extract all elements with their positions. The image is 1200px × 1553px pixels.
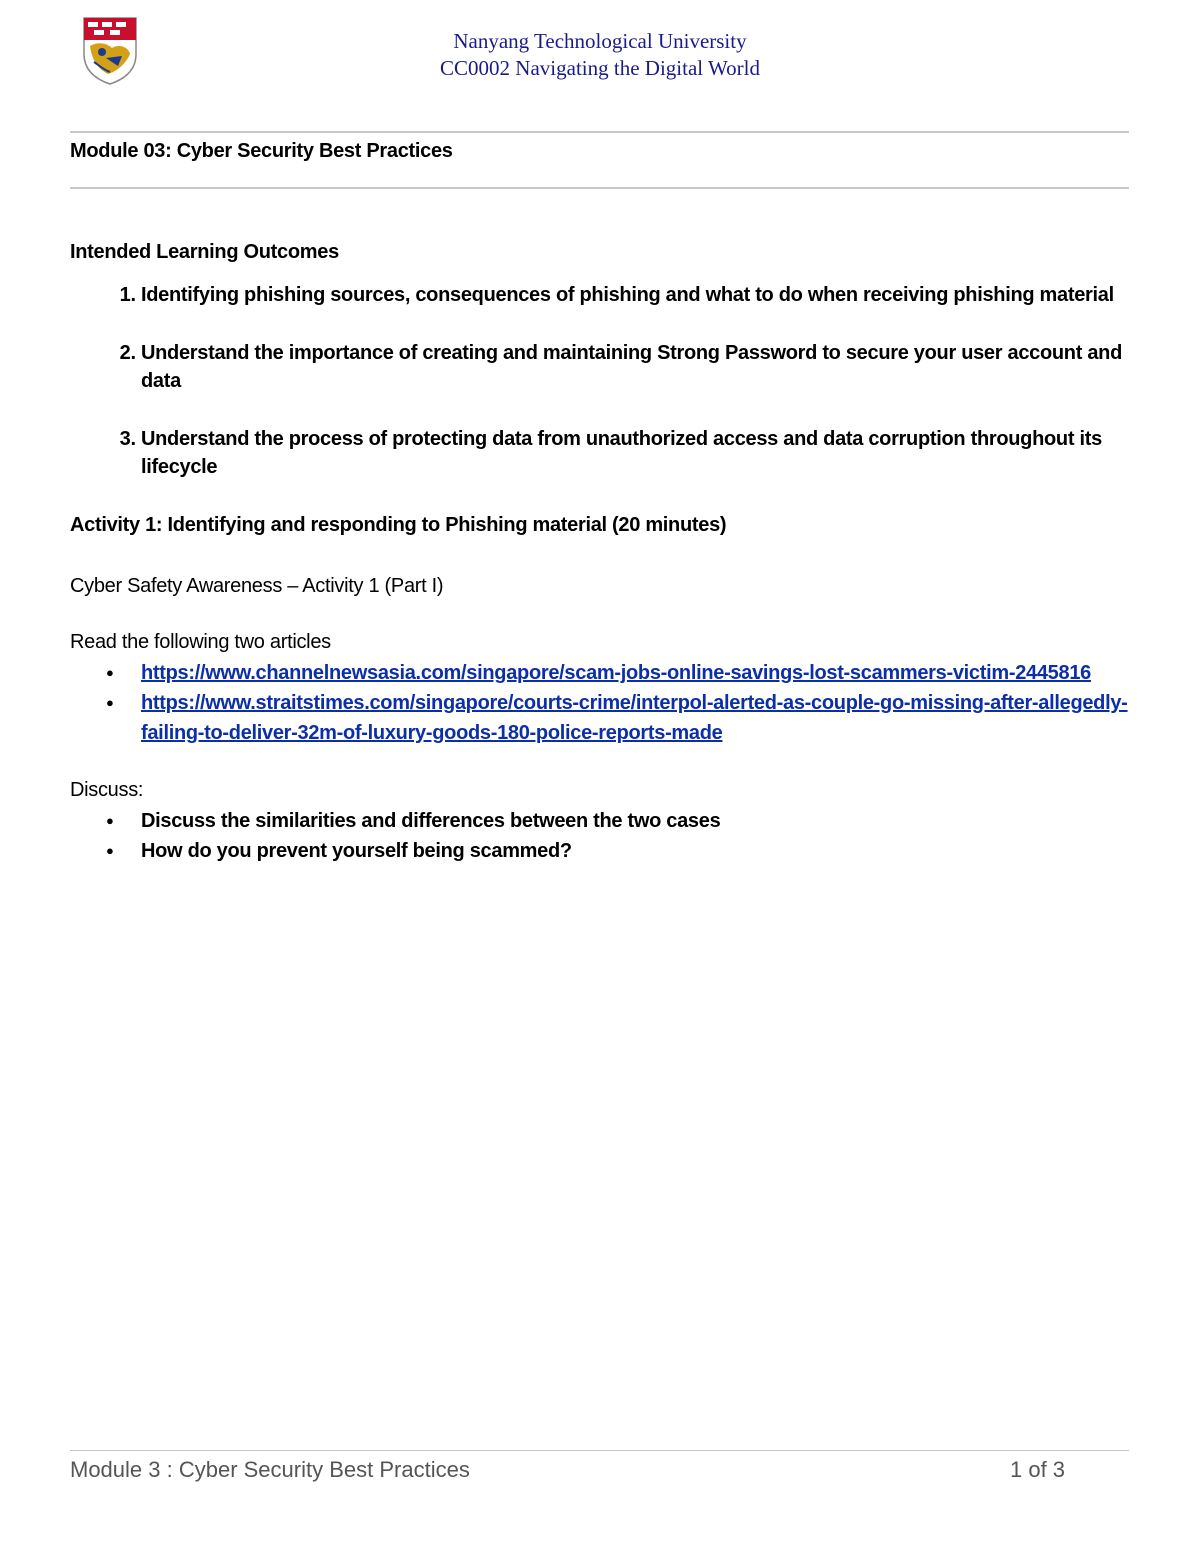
- list-item: ● How do you prevent yourself being scammed?: [141, 836, 1130, 866]
- outcomes-list: [70, 281, 1130, 481]
- page-number: 1 of 3: [1010, 1457, 1066, 1482]
- list-item: [141, 688, 1130, 748]
- discuss-label: Discuss:: [70, 779, 144, 801]
- list-item: [141, 658, 1130, 688]
- course-title: CC0002 Navigating the Digital World: [440, 56, 760, 80]
- document-header: [300, 28, 900, 82]
- read-label: Read the following two articles: [70, 631, 331, 653]
- top-divider: [70, 131, 1129, 133]
- article-links: [70, 658, 1130, 748]
- outcomes-heading: Intended Learning Outcomes: [70, 241, 339, 263]
- document-body: [70, 238, 1130, 866]
- activity-subtitle: Cyber Safety Awareness – Activity 1 (Part I): [70, 575, 444, 597]
- university-name: Nanyang Technological University: [453, 29, 747, 53]
- title-divider: [70, 187, 1129, 189]
- module-title: Module 03: Cyber Security Best Practices: [70, 140, 453, 162]
- outcome-item: 2. Understand the importance of creating and maintaining Strong Password to secure your user account and data: [141, 339, 1130, 395]
- ntu-crest-logo: [82, 16, 138, 86]
- article-link-cna[interactable]: https://www.channelnewsasia.com/singapore/scam-jobs-online-savings-lost-scammers-victim-2445816: [141, 662, 1091, 684]
- outcome-item: 3. Understand the process of protecting data from unauthorized access and data corruption throughout its lifecycle: [141, 425, 1130, 481]
- footer-divider: [70, 1450, 1129, 1451]
- footer-module-label: Module 3 : Cyber Security Best Practices: [70, 1457, 470, 1482]
- article-link-straitstimes[interactable]: https://www.straitstimes.com/singapore/courts-crime/interpol-alerted-as-couple-go-missing-after-allegedly-failing-to-deliver-32m-of-luxury-goods-180-police-reports-made: [141, 692, 1128, 744]
- activity-heading: Activity 1: Identifying and responding to Phishing material (20 minutes): [70, 514, 727, 536]
- discuss-list: [70, 806, 1130, 866]
- list-item: ● Discuss the similarities and differences between the two cases: [141, 806, 1130, 836]
- outcome-item: 1. Identifying phishing sources, consequences of phishing and what to do when receiving phishing material: [141, 281, 1130, 309]
